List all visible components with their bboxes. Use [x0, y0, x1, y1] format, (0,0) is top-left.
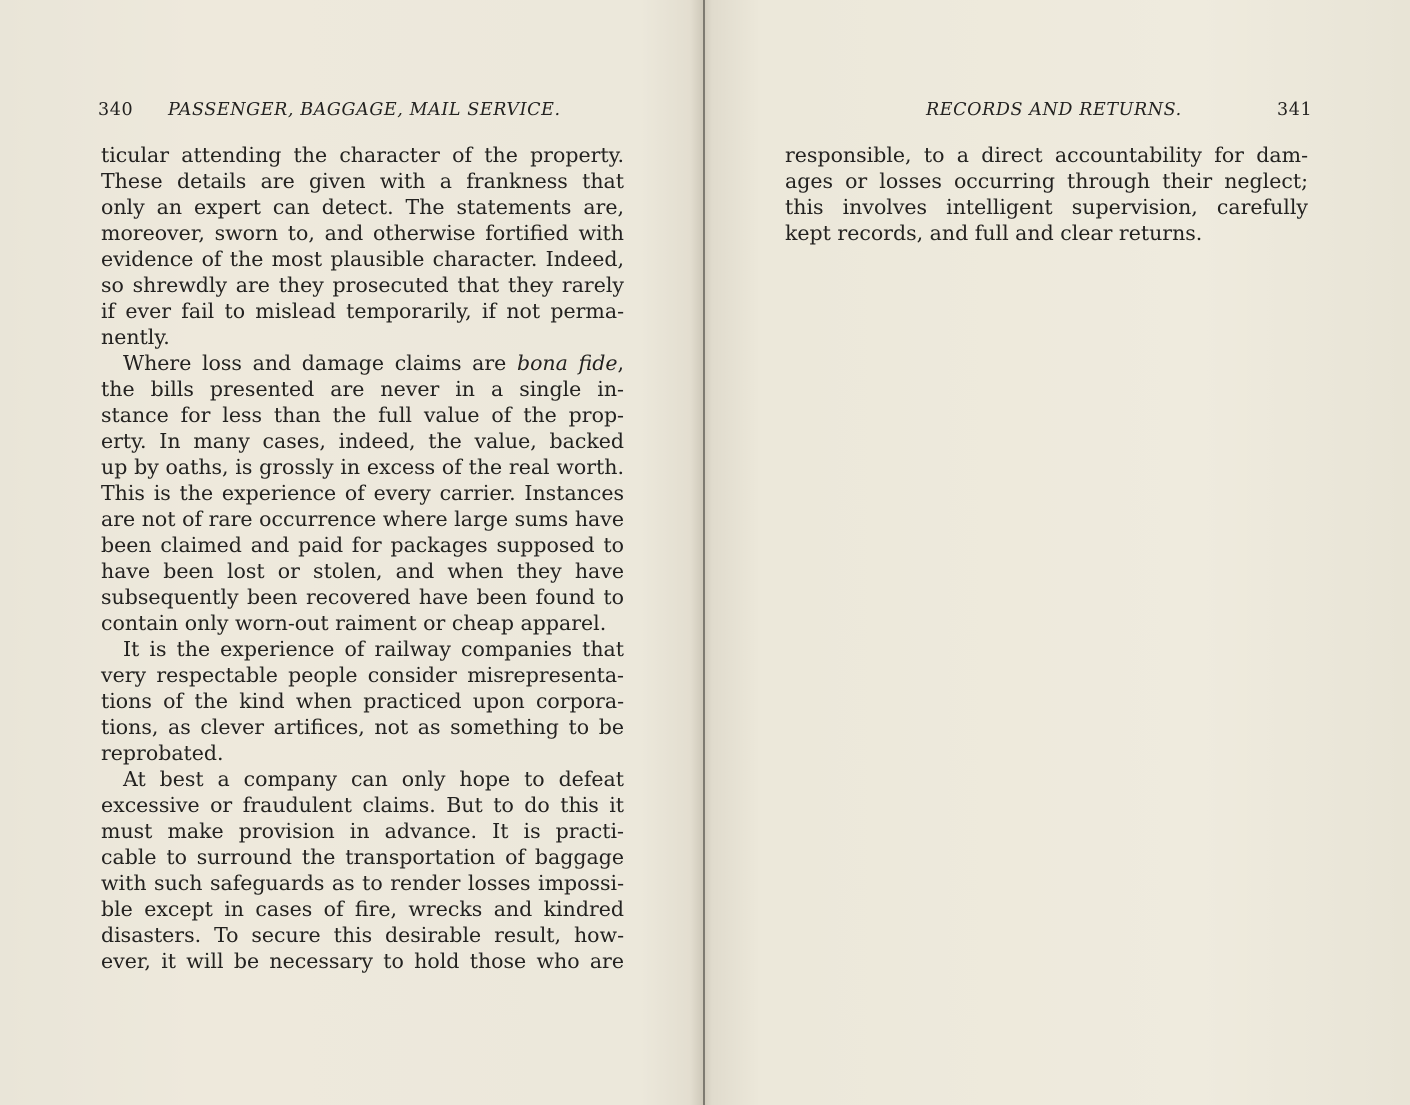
text-line: contain only worn-out raiment or cheap apparel. [101, 611, 607, 635]
body-text [785, 142, 1308, 246]
text-line: if ever fail to mislead temporarily, if not perma- [101, 299, 624, 323]
text-line: been claimed and paid for packages supposed to [101, 533, 624, 557]
left-page [0, 0, 703, 1105]
text-line: subsequently been recovered have been found to [101, 585, 624, 609]
text-line: tions, as clever artifices, not as something to be [101, 715, 624, 739]
text-line: are not of rare occurrence where large sums have [101, 507, 624, 531]
text-line: evidence of the most plausible character. Indeed, [101, 247, 624, 271]
text-line: this involves intelligent supervision, carefully [785, 195, 1308, 219]
text-line: moreover, sworn to, and otherwise fortified with [101, 221, 624, 245]
text-line: nently. [101, 325, 170, 349]
text-line: disasters. To secure this desirable result, how- [101, 923, 624, 947]
paragraph-first-line: It is the experience of railway companies that [123, 637, 624, 661]
paragraph-first-line [101, 350, 624, 376]
text-line: erty. In many cases, indeed, the value, backed [101, 429, 624, 453]
text-line: responsible, to a direct accountability for dam- [785, 143, 1308, 167]
running-head: RECORDS AND RETURNS. [926, 100, 1182, 120]
line-text-start: Where loss and damage claims are [123, 351, 517, 375]
text-line: the bills presented are never in a single in- [101, 377, 624, 401]
text-line: very respectable people consider misrepresenta- [101, 663, 624, 687]
italic-phrase: bona fide [516, 351, 618, 375]
text-line: must make provision in advance. It is practi- [101, 819, 624, 843]
text-line: only an expert can detect. The statements are, [101, 195, 624, 219]
text-line: stance for less than the full value of the prop- [101, 403, 624, 427]
text-line: with such safeguards as to render losses impossi- [101, 871, 624, 895]
text-line: kept records, and full and clear returns. [785, 221, 1203, 245]
text-line: have been lost or stolen, and when they have [101, 559, 624, 583]
text-line: ages or losses occurring through their neglect; [785, 169, 1308, 193]
paragraph-first-line: At best a company can only hope to defeat [123, 767, 624, 791]
text-line: ever, it will be necessary to hold those who are [101, 949, 624, 973]
text-line: ticular attending the character of the property. [101, 143, 624, 167]
text-line: up by oaths, is grossly in excess of the real worth. [101, 455, 624, 479]
page-number: 341 [1277, 100, 1313, 120]
page-number: 340 [98, 100, 134, 120]
text-line: so shrewdly are they prosecuted that they rarely [101, 273, 624, 297]
text-line: excessive or fraudulent claims. But to do this it [101, 793, 624, 817]
text-line: cable to surround the transportation of baggage [101, 845, 624, 869]
body-text [101, 142, 624, 974]
line-text-end: , [617, 351, 624, 375]
text-line: ble except in cases of fire, wrecks and kindred [101, 897, 624, 921]
text-line: tions of the kind when practiced upon corpora- [101, 689, 624, 713]
running-head: PASSENGER, BAGGAGE, MAIL SERVICE. [168, 100, 561, 120]
text-line: reprobated. [101, 741, 224, 765]
text-line: This is the experience of every carrier. Instances [101, 481, 624, 505]
right-page [705, 0, 1410, 1105]
text-line: These details are given with a frankness that [101, 169, 624, 193]
